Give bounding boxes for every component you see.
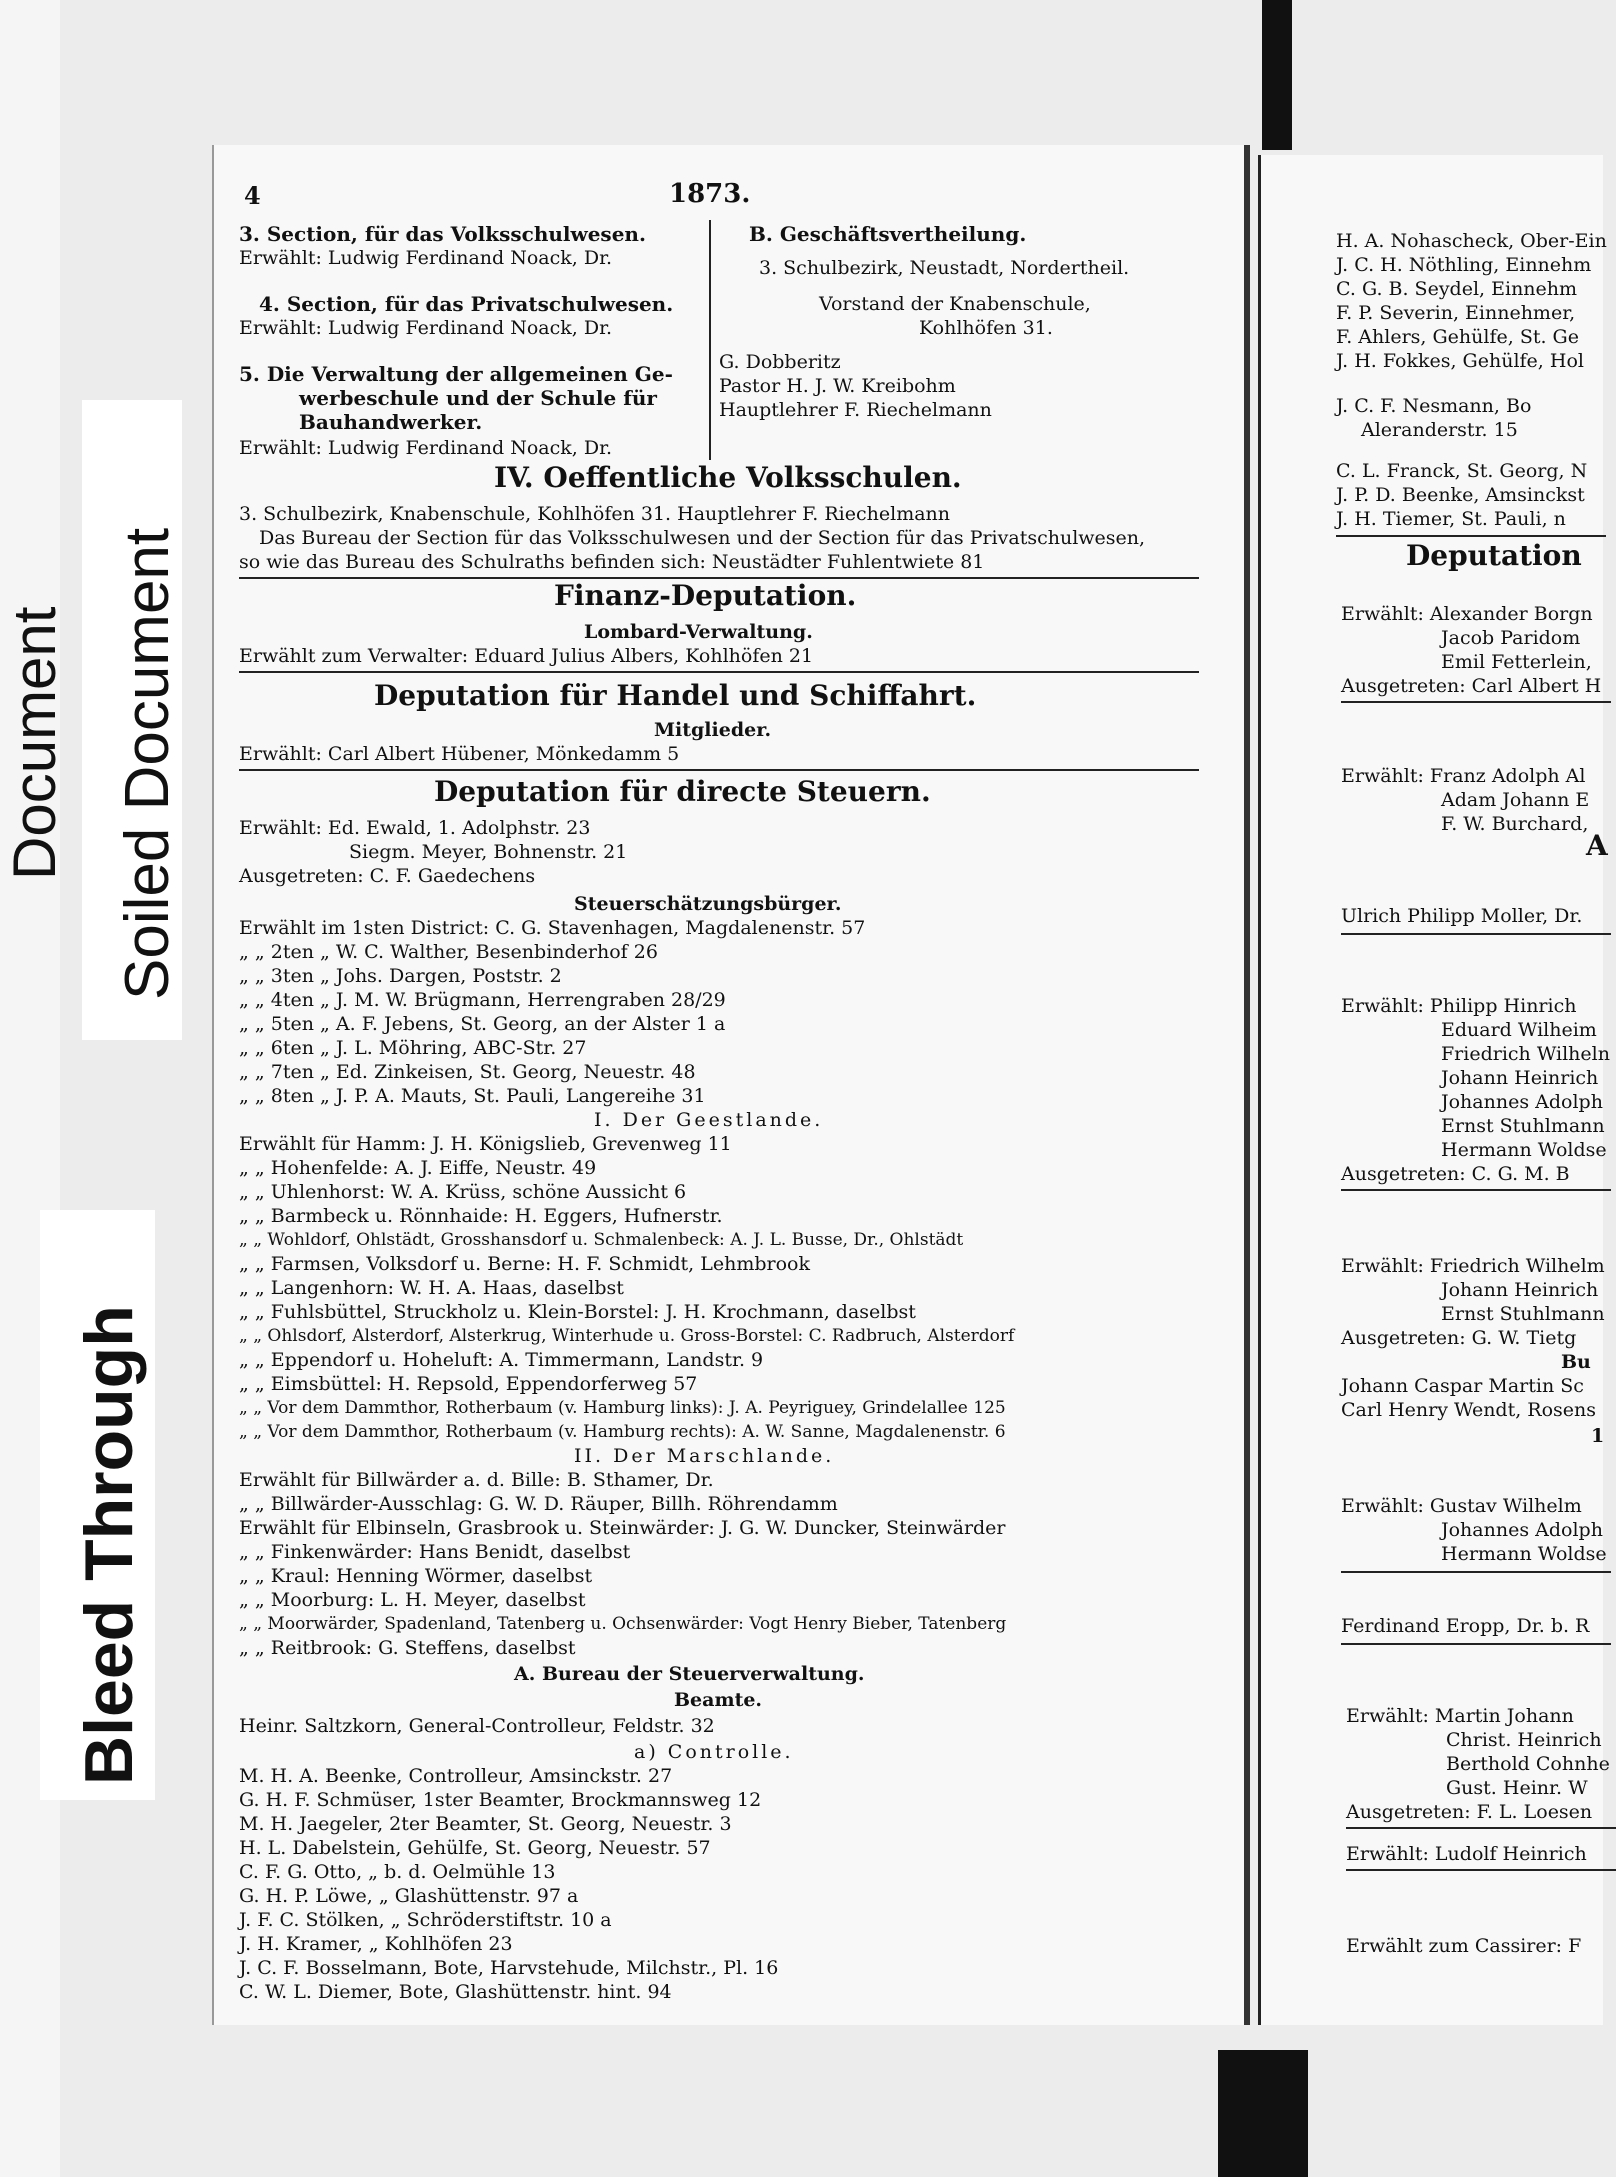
section-title: IV. Oeffentliche Volksschulen.: [494, 461, 962, 494]
marsch-line: Erwählt für Billwärder a. d. Bille: B. Sthamer, Dr.: [239, 1469, 714, 1491]
geest-line: „ „ Uhlenhorst: W. A. Krüss, schöne Aussicht 6: [239, 1181, 687, 1203]
rule: [239, 671, 1199, 673]
staff-line: J. H. Kramer, „ Kohlhöfen 23: [239, 1933, 513, 1955]
district-line: „ „ 7ten „ Ed. Zinkeisen, St. Georg, Neuestr. 48: [239, 1061, 696, 1083]
right-page-line: F. W. Burchard,: [1441, 813, 1589, 835]
right-page-line: Hermann Woldse: [1441, 1139, 1607, 1161]
marsch-line: „ „ Reitbrook: G. Steffens, daselbst: [239, 1637, 576, 1659]
soiled-document-label: Soiled Document: [113, 527, 182, 1000]
text-line: Siegm. Meyer, Bohnenstr. 21: [349, 841, 628, 863]
right-page-line: Eduard Wilheim: [1441, 1019, 1597, 1041]
right-page-line: C. L. Franck, St. Georg, N: [1336, 460, 1588, 482]
right-page-line: J. P. D. Beenke, Amsinckst: [1336, 484, 1585, 506]
right-page-line: H. A. Nohascheck, Ober-Ein: [1336, 230, 1607, 252]
left-col-line: Bauhandwerker.: [299, 410, 483, 434]
geest-line: „ „ Eppendorf u. Hoheluft: A. Timmermann, Landstr. 9: [239, 1349, 764, 1371]
staff-line: J. F. C. Stölken, „ Schröderstiftstr. 10 a: [239, 1909, 612, 1931]
document-label: Document: [1, 606, 68, 880]
rule: [1341, 1643, 1611, 1645]
right-page-line: Johann Heinrich: [1441, 1279, 1599, 1301]
text-line: Das Bureau der Section für das Volksschulwesen und der Section für das Privatschulwesen,: [259, 527, 1146, 549]
geest-line: „ „ Ohlsdorf, Alsterdorf, Alsterkrug, Winterhude u. Gross-Borstel: C. Radbruch, Alsterdorf: [239, 1326, 1015, 1346]
rule: [239, 769, 1199, 771]
geest-line: „ „ Barmbeck u. Rönnhaide: H. Eggers, Hufnerstr.: [239, 1205, 723, 1227]
section-title: Deputation für Handel und Schiffahrt.: [374, 679, 977, 712]
right-page-line: Johannes Adolph: [1441, 1519, 1603, 1541]
subsection-title: II. Der Marschlande.: [574, 1445, 835, 1467]
right-page-line: A: [1586, 829, 1608, 862]
page-number: 4: [244, 181, 261, 210]
geest-line: „ „ Vor dem Dammthor, Rotherbaum (v. Hamburg rechts): A. W. Sanne, Magdalenenstr. 6: [239, 1422, 1006, 1442]
right-page-line: Emil Fetterlein,: [1441, 651, 1592, 673]
right-page-line: Johann Caspar Martin Sc: [1341, 1375, 1584, 1397]
right-page-line: Hermann Woldse: [1441, 1543, 1607, 1565]
left-col-line: 3. Section, für das Volksschulwesen.: [239, 222, 646, 246]
staff-line: J. C. F. Bosselmann, Bote, Harvstehude, Milchstr., Pl. 16: [239, 1957, 779, 1979]
district-line: „ „ 5ten „ A. F. Jebens, St. Georg, an der Alster 1 a: [239, 1013, 726, 1035]
text-line: so wie das Bureau des Schulraths befinden sich: Neustädter Fuhlentwiete 81: [239, 551, 985, 573]
text-line: Erwählt: Ed. Ewald, 1. Adolphstr. 23: [239, 817, 591, 839]
text-line: Heinr. Saltzkorn, General-Controlleur, Feldstr. 32: [239, 1715, 715, 1737]
section-subtitle: Mitglieder.: [654, 719, 772, 741]
right-page-line: F. P. Severin, Einnehmer,: [1336, 302, 1576, 324]
left-col-line: Erwählt: Ludwig Ferdinand Noack, Dr.: [239, 247, 613, 269]
right-page-line: Gust. Heinr. W: [1446, 1777, 1588, 1799]
subsection-title: I. Der Geestlande.: [594, 1109, 824, 1131]
right-page-line: Erwählt: Martin Johann: [1346, 1705, 1574, 1727]
right-col-line: Pastor H. J. W. Kreibohm: [719, 375, 956, 397]
rule: [1341, 1571, 1611, 1573]
right-col-line: Hauptlehrer F. Riechelmann: [719, 399, 992, 421]
staff-line: G. H. F. Schmüser, 1ster Beamter, Brockmannsweg 12: [239, 1789, 762, 1811]
district-line: „ „ 4ten „ J. M. W. Brügmann, Herrengraben 28/29: [239, 989, 726, 1011]
marsch-line: „ „ Finkenwärder: Hans Benidt, daselbst: [239, 1541, 631, 1563]
right-page-line: C. G. B. Seydel, Einnehm: [1336, 278, 1578, 300]
right-page-line: 1: [1591, 1425, 1605, 1447]
right-page-line: Ausgetreten: Carl Albert H: [1341, 675, 1602, 697]
subsection-title: A. Bureau der Steuerverwaltung.: [514, 1663, 865, 1685]
geest-line: Erwählt für Hamm: J. H. Königslieb, Grevenweg 11: [239, 1133, 732, 1155]
right-page-line: Erwählt: Ludolf Heinrich: [1346, 1843, 1587, 1865]
marsch-line: „ „ Moorburg: L. H. Meyer, daselbst: [239, 1589, 586, 1611]
left-col-line: 4. Section, für das Privatschulwesen.: [259, 292, 674, 316]
right-page-line: Erwählt: Franz Adolph Al: [1341, 765, 1586, 787]
right-col-line: Vorstand der Knabenschule,: [819, 293, 1091, 315]
text-line: Ausgetreten: C. F. Gaedechens: [239, 865, 536, 887]
right-page-line: Erwählt: Alexander Borgn: [1341, 603, 1593, 625]
right-page-line: Carl Henry Wendt, Rosens: [1341, 1399, 1597, 1421]
right-page-line: Johannes Adolph: [1441, 1091, 1603, 1113]
section-title: Deputation für directe Steuern.: [434, 775, 931, 808]
right-page-title: Deputation: [1406, 539, 1582, 572]
geest-line: „ „ Fuhlsbüttel, Struckholz u. Klein-Borstel: J. H. Krochmann, daselbst: [239, 1301, 916, 1323]
right-page-line: Johann Heinrich: [1441, 1067, 1599, 1089]
spine-shadow-bottom: [1218, 2050, 1308, 2177]
geest-line: „ „ Hohenfelde: A. J. Eiffe, Neustr. 49: [239, 1157, 597, 1179]
staff-line: C. W. L. Diemer, Bote, Glashüttenstr. hint. 94: [239, 1981, 672, 2003]
subsection-title: a) Controlle.: [634, 1741, 794, 1763]
right-page-line: Ausgetreten: C. G. M. B: [1341, 1163, 1570, 1185]
geest-line: „ „ Langenhorn: W. H. A. Haas, daselbst: [239, 1277, 624, 1299]
right-page-line: Ferdinand Eropp, Dr. b. R: [1341, 1615, 1590, 1637]
rule: [1346, 1827, 1616, 1829]
left-col-line: 5. Die Verwaltung der allgemeinen Ge-: [239, 362, 673, 386]
right-page-line: Erwählt: Philipp Hinrich: [1341, 995, 1577, 1017]
district-line: „ „ 8ten „ J. P. A. Mauts, St. Pauli, Langereihe 31: [239, 1085, 706, 1107]
right-page-line: Jacob Paridom: [1441, 627, 1581, 649]
page-year: 1873.: [669, 179, 751, 209]
right-page-line: J. H. Tiemer, St. Pauli, n: [1336, 508, 1566, 530]
right-page-line: J. C. F. Nesmann, Bo: [1336, 395, 1532, 417]
marsch-line: Erwählt für Elbinseln, Grasbrook u. Steinwärder: J. G. W. Duncker, Steinwärder: [239, 1517, 1006, 1539]
rule: [1341, 1189, 1611, 1191]
text-line: Erwählt zum Verwalter: Eduard Julius Albers, Kohlhöfen 21: [239, 645, 814, 667]
section-title: Finanz-Deputation.: [554, 579, 857, 612]
spine-shadow: [1262, 0, 1292, 150]
left-col-line: Erwählt: Ludwig Ferdinand Noack, Dr.: [239, 317, 613, 339]
right-col-line: G. Dobberitz: [719, 351, 841, 373]
subsection-title: Beamte.: [674, 1689, 763, 1711]
district-line: „ „ 6ten „ J. L. Möhring, ABC-Str. 27: [239, 1037, 587, 1059]
right-page-line: Ausgetreten: F. L. Loesen: [1346, 1801, 1593, 1823]
right-page-line: Bu: [1561, 1351, 1591, 1373]
marsch-line: „ „ Kraul: Henning Wörmer, daselbst: [239, 1565, 593, 1587]
right-page-line: Erwählt: Gustav Wilhelm: [1341, 1495, 1582, 1517]
staff-line: G. H. P. Löwe, „ Glashüttenstr. 97 a: [239, 1885, 579, 1907]
right-page-line: Ernst Stuhlmann: [1441, 1115, 1605, 1137]
geest-line: „ „ Eimsbüttel: H. Repsold, Eppendorferweg 57: [239, 1373, 698, 1395]
geest-line: „ „ Wohldorf, Ohlstädt, Grosshansdorf u. Schmalenbeck: A. J. L. Busse, Dr., Ohlstädt: [239, 1230, 964, 1250]
right-page: [1258, 155, 1610, 2025]
right-page-line: Aleranderstr. 15: [1361, 419, 1518, 441]
section-subtitle: Steuerschätzungsbürger.: [574, 893, 842, 915]
staff-line: H. L. Dabelstein, Gehülfe, St. Georg, Neuestr. 57: [239, 1837, 711, 1859]
left-col-line: werbeschule und der Schule für: [299, 386, 657, 410]
section-subtitle: Lombard-Verwaltung.: [584, 621, 813, 643]
district-line: „ „ 2ten „ W. C. Walther, Besenbinderhof 26: [239, 941, 658, 963]
district-line: Erwählt im 1sten District: C. G. Stavenhagen, Magdalenenstr. 57: [239, 917, 866, 939]
right-col-line: B. Geschäftsvertheilung.: [749, 222, 1027, 246]
text-line: Erwählt: Carl Albert Hübener, Mönkedamm 5: [239, 743, 680, 765]
left-page: [212, 145, 1250, 2025]
right-page-line: Berthold Cohnhe: [1446, 1753, 1610, 1775]
geest-line: „ „ Farmsen, Volksdorf u. Berne: H. F. Schmidt, Lehmbrook: [239, 1253, 811, 1275]
right-col-line: Kohlhöfen 31.: [919, 317, 1053, 339]
right-col-line: 3. Schulbezirk, Neustadt, Nordertheil.: [759, 257, 1130, 279]
right-page-line: Ulrich Philipp Moller, Dr.: [1341, 905, 1583, 927]
right-page-line: Erwählt: Friedrich Wilhelm: [1341, 1255, 1605, 1277]
right-page-line: J. H. Fokkes, Gehülfe, Hol: [1336, 350, 1584, 372]
rule: [1341, 701, 1611, 703]
right-page-line: F. Ahlers, Gehülfe, St. Ge: [1336, 326, 1579, 348]
staff-line: C. F. G. Otto, „ b. d. Oelmühle 13: [239, 1861, 556, 1883]
right-page-line: Christ. Heinrich: [1446, 1729, 1602, 1751]
column-divider: [709, 220, 711, 460]
marsch-line: „ „ Moorwärder, Spadenland, Tatenberg u. Ochsenwärder: Vogt Henry Bieber, Tatenberg: [239, 1614, 1007, 1634]
staff-line: M. H. Jaegeler, 2ter Beamter, St. Georg, Neuestr. 3: [239, 1813, 732, 1835]
right-page-line: Ernst Stuhlmann: [1441, 1303, 1605, 1325]
rule: [1336, 535, 1606, 537]
rule: [1346, 1869, 1616, 1871]
left-col-line: Erwählt: Ludwig Ferdinand Noack, Dr.: [239, 437, 613, 459]
geest-line: „ „ Vor dem Dammthor, Rotherbaum (v. Hamburg links): J. A. Peyriguey, Grindelallee 125: [239, 1398, 1006, 1418]
district-line: „ „ 3ten „ Johs. Dargen, Poststr. 2: [239, 965, 562, 987]
text-line: 3. Schulbezirk, Knabenschule, Kohlhöfen 31. Hauptlehrer F. Riechelmann: [239, 503, 951, 525]
marsch-line: „ „ Billwärder-Ausschlag: G. W. D. Räuper, Billh. Röhrendamm: [239, 1493, 838, 1515]
right-page-line: Adam Johann E: [1441, 789, 1590, 811]
right-page-line: Friedrich Wilheln: [1441, 1043, 1610, 1065]
staff-line: M. H. A. Beenke, Controlleur, Amsinckstr. 27: [239, 1765, 673, 1787]
right-page-line: J. C. H. Nöthling, Einnehm: [1336, 254, 1592, 276]
right-page-line: Erwählt zum Cassirer: F: [1346, 1935, 1582, 1957]
bleed-through-label: Bleed Through: [71, 1305, 147, 1785]
rule: [1341, 933, 1611, 935]
right-page-line: Ausgetreten: G. W. Tietg: [1341, 1327, 1577, 1349]
